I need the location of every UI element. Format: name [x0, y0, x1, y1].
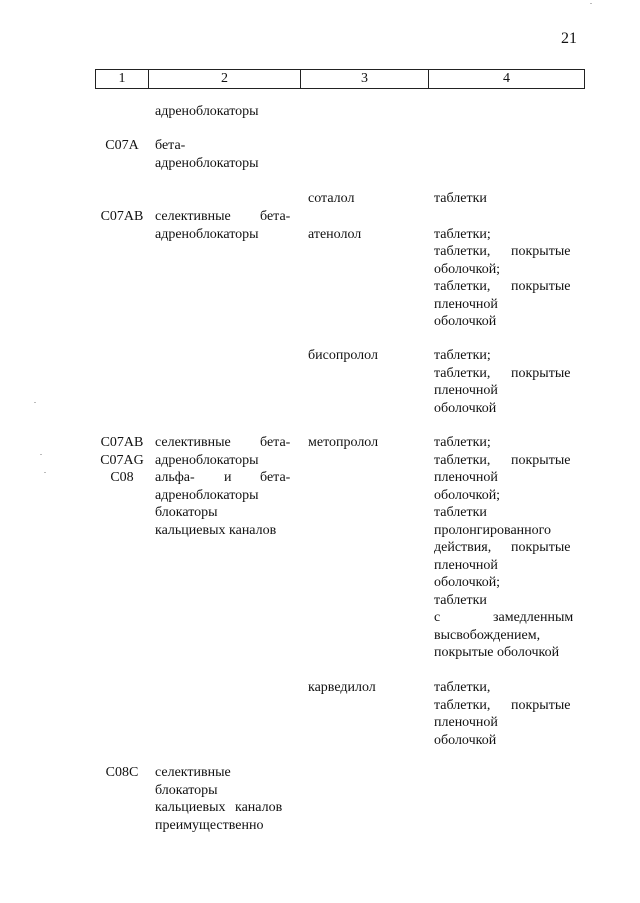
- row-6-atc-code: C07AG: [100, 452, 144, 468]
- row-8-group-name: блокаторы: [155, 782, 218, 798]
- row-6-dosage-form: покрытые оболочкой: [434, 645, 560, 660]
- row-6-dosage-form: таблетки;: [434, 435, 491, 450]
- row-2-group-name: адреноблокаторы: [155, 155, 259, 171]
- row-6-dosage-form: покрытые: [511, 540, 571, 555]
- row-7-dosage-form: покрытые: [511, 697, 571, 713]
- row-2-atc-code: C07A: [105, 138, 139, 153]
- row-6-group-name: селективные: [155, 435, 231, 450]
- row-6-dosage-form: таблетки: [434, 505, 487, 520]
- row-3-drug-name: соталол: [308, 191, 355, 206]
- row-4-group-name: селективные: [155, 209, 231, 224]
- row-5-dosage-form: оболочкой: [434, 400, 497, 416]
- row-1-group-name: адреноблокаторы: [155, 104, 259, 119]
- row-6-dosage-form: пленочной: [434, 470, 498, 485]
- row-5-drug-name: бисопролол: [308, 348, 378, 363]
- row-8-group-name: кальциевых: [155, 800, 226, 815]
- row-6-dosage-form: пролонгированного: [434, 522, 552, 538]
- row-8-atc-code: C08C: [105, 765, 139, 780]
- row-4-dosage-form: пленочной: [434, 296, 498, 312]
- row-2-group-name: бета-: [155, 138, 186, 153]
- row-4-dosage-form: оболочкой: [434, 314, 497, 329]
- row-5-dosage-form: пленочной: [434, 383, 498, 398]
- row-4-dosage-form: таблетки,: [434, 244, 491, 259]
- row-5-dosage-form: таблетки,: [434, 365, 491, 381]
- header-col-1: 1: [118, 71, 126, 86]
- scan-speck: [40, 454, 42, 455]
- row-7-dosage-form: пленочной: [434, 715, 498, 730]
- row-4-dosage-form: покрытые: [511, 279, 571, 294]
- row-6-dosage-form: замедленным: [493, 610, 574, 625]
- row-6-dosage-form: высвобождением,: [434, 627, 541, 643]
- row-7-drug-name: карведилол: [308, 680, 376, 695]
- row-4-group-name: бета-: [260, 209, 291, 224]
- page-number: 21: [561, 30, 577, 47]
- row-6-dosage-form: действия,: [434, 540, 492, 555]
- row-6-group-name: блокаторы: [155, 505, 218, 520]
- row-6-dosage-form: покрытые: [511, 452, 571, 468]
- header-divider: [584, 69, 585, 89]
- row-4-dosage-form: оболочкой;: [434, 261, 501, 277]
- row-5-dosage-form: таблетки;: [434, 348, 491, 363]
- header-col-2: 2: [221, 71, 228, 86]
- row-6-group-name: бета-: [260, 470, 291, 485]
- row-8-group-name: преимущественно: [155, 817, 264, 833]
- row-4-dosage-form: таблетки,: [434, 279, 491, 294]
- row-6-dosage-form: с: [434, 610, 441, 625]
- row-4-atc-code: C07AB: [100, 209, 144, 224]
- row-6-atc-code: C07AB: [100, 435, 144, 450]
- row-3-dosage-form: таблетки: [434, 191, 487, 206]
- row-6-group-name: и: [224, 470, 232, 485]
- row-8-group-name: селективные: [155, 765, 231, 780]
- row-6-dosage-form: таблетки: [434, 592, 487, 608]
- row-6-group-name: кальциевых каналов: [155, 522, 277, 538]
- scan-speck: [44, 472, 46, 473]
- row-8-group-name: каналов: [235, 800, 283, 815]
- header-bottom-rule: [95, 88, 585, 89]
- row-6-group-name: адреноблокаторы: [155, 452, 259, 468]
- row-6-group-name: адреноблокаторы: [155, 487, 259, 503]
- header-col-4: 4: [503, 71, 510, 86]
- row-7-dosage-form: таблетки,: [434, 697, 491, 713]
- row-5-dosage-form: покрытые: [511, 365, 571, 381]
- row-6-atc-code: C08: [110, 470, 134, 485]
- row-6-dosage-form: таблетки,: [434, 452, 491, 468]
- row-6-group-name: альфа-: [155, 470, 195, 485]
- header-col-3: 3: [361, 71, 368, 86]
- row-6-drug-name: метопролол: [308, 435, 379, 450]
- row-6-dosage-form: оболочкой;: [434, 575, 501, 590]
- row-4-dosage-form: таблетки;: [434, 226, 491, 242]
- scan-speck: [34, 402, 36, 403]
- row-7-dosage-form: оболочкой: [434, 732, 497, 748]
- row-7-dosage-form: таблетки,: [434, 680, 491, 695]
- row-4-drug-name: атенолол: [308, 226, 362, 242]
- row-6-dosage-form: оболочкой;: [434, 487, 501, 503]
- scan-speck: [590, 3, 592, 4]
- row-6-dosage-form: пленочной: [434, 557, 498, 573]
- row-6-group-name: бета-: [260, 435, 291, 450]
- row-4-dosage-form: покрытые: [511, 244, 571, 259]
- row-4-group-name: адреноблокаторы: [155, 226, 259, 242]
